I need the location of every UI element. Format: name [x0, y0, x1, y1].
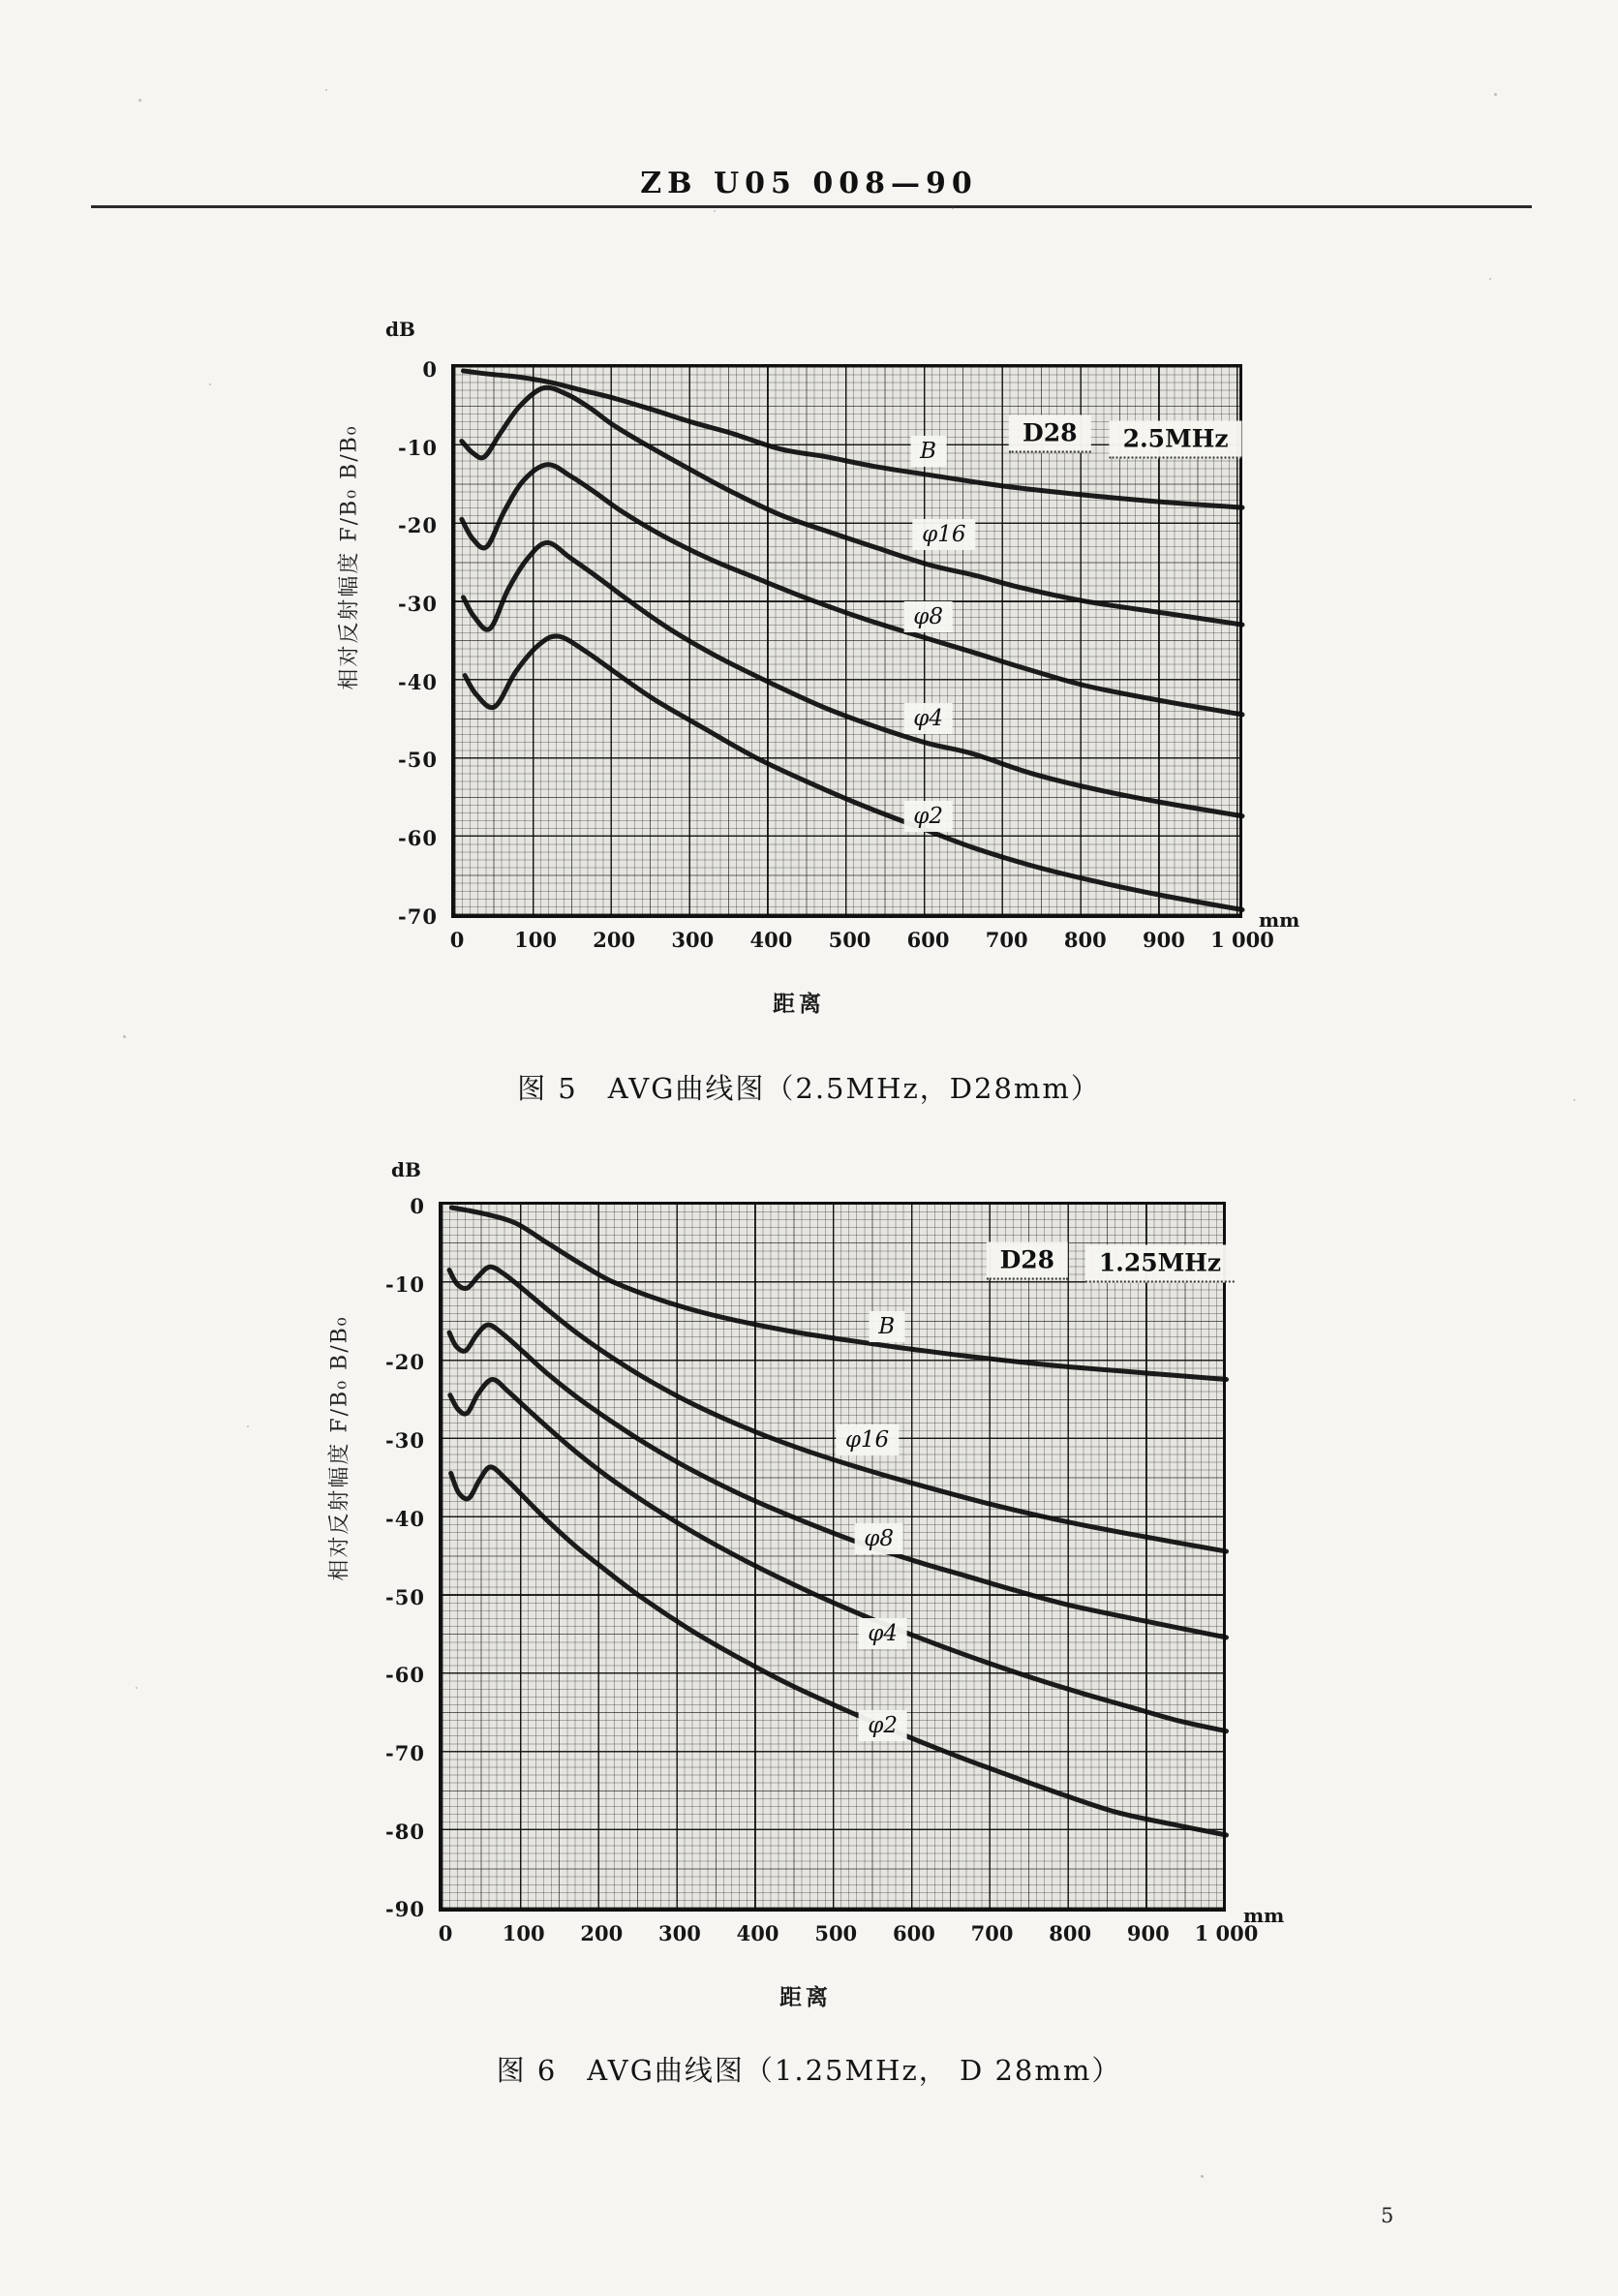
- curve-label-phi2: φ2: [858, 1710, 907, 1741]
- x-tick-label: 200: [580, 1921, 624, 1945]
- y-tick-label: -30: [398, 591, 438, 616]
- x-tick-label: 300: [671, 928, 715, 952]
- curve-label-phi16: φ16: [912, 519, 975, 550]
- scan-speck: [1494, 93, 1497, 96]
- scan-speck: [1201, 2175, 1204, 2178]
- curve-phi16: [449, 1267, 1226, 1551]
- curve-phi8: [462, 465, 1242, 715]
- y-axis-unit-db: dB: [391, 1158, 421, 1181]
- x-tick-label: 500: [814, 1921, 858, 1945]
- x-tick-label: 0: [438, 1921, 453, 1945]
- x-tick-label: 200: [593, 928, 636, 952]
- scan-speck: [714, 210, 716, 212]
- document-header: ZB U05 008—90: [640, 167, 978, 200]
- y-tick-label: -50: [385, 1584, 425, 1609]
- x-tick-label: 600: [906, 928, 950, 952]
- figure-6-caption: 图 6 AVG曲线图（1.25MHz， D 28mm）: [496, 2054, 1122, 2087]
- y-tick-label: -30: [385, 1428, 425, 1454]
- x-axis-title: 距离: [779, 1984, 832, 2010]
- y-tick-label: -20: [385, 1350, 425, 1375]
- x-tick-label: 500: [828, 928, 871, 952]
- x-tick-label: 100: [502, 1921, 545, 1945]
- y-tick-label: -70: [385, 1740, 425, 1765]
- curve-phi2: [465, 636, 1242, 910]
- y-tick-label: -40: [385, 1506, 425, 1531]
- x-tick-label: 900: [1126, 1921, 1170, 1945]
- scan-speck: [1489, 278, 1491, 280]
- x-tick-label: 1 000: [1210, 928, 1274, 952]
- badge-125MHz: 1.25MHz: [1085, 1245, 1235, 1283]
- scan-speck: [136, 1687, 137, 1689]
- x-tick-label: 800: [1063, 928, 1107, 952]
- y-tick-label: -80: [385, 1819, 425, 1844]
- y-tick-label: 0: [422, 357, 438, 382]
- x-axis-unit-mm: mm: [1259, 908, 1300, 932]
- y-axis-unit-db: dB: [385, 318, 415, 341]
- scan-speck: [247, 1425, 249, 1427]
- y-tick-label: -40: [398, 669, 438, 694]
- y-tick-label: -10: [385, 1271, 425, 1297]
- x-tick-label: 400: [749, 928, 793, 952]
- curve-phi2: [451, 1467, 1227, 1835]
- curve-label-phi4: φ4: [858, 1618, 907, 1649]
- curve-label-phi4: φ4: [903, 703, 953, 734]
- x-axis-title: 距离: [773, 991, 825, 1017]
- x-tick-label: 300: [658, 1921, 701, 1945]
- y-tick-label: -70: [398, 903, 438, 929]
- y-axis-title: 相对反射幅度 F/B₀ B/B₀: [327, 1315, 352, 1581]
- scan-speck: [209, 383, 211, 385]
- badge-25MHz: 2.5MHz: [1110, 420, 1242, 458]
- x-tick-label: 100: [514, 928, 558, 952]
- scan-speck: [1573, 1099, 1575, 1101]
- curve-label-phi8: φ8: [854, 1523, 903, 1554]
- x-tick-label: 700: [970, 1921, 1014, 1945]
- figure-5-caption: 图 5 AVG曲线图（2.5MHz，D28mm）: [517, 1072, 1101, 1105]
- badge-D28: D28: [1009, 414, 1090, 452]
- x-tick-label: 700: [985, 928, 1028, 952]
- curve-label-B: B: [869, 1311, 904, 1342]
- curve-label-phi2: φ2: [903, 801, 953, 832]
- y-tick-label: -60: [398, 825, 438, 850]
- x-tick-label: 400: [736, 1921, 779, 1945]
- header-rule: [91, 205, 1532, 208]
- scan-speck: [123, 1035, 126, 1038]
- scan-speck: [138, 99, 141, 102]
- x-tick-label: 600: [892, 1921, 935, 1945]
- x-tick-label: 800: [1049, 1921, 1092, 1945]
- x-axis-unit-mm: mm: [1243, 1904, 1285, 1927]
- scan-speck: [952, 207, 954, 209]
- avg-curves: [439, 1202, 1226, 1912]
- x-tick-label: 900: [1142, 928, 1185, 952]
- badge-D28: D28: [987, 1241, 1068, 1279]
- y-tick-label: -10: [398, 435, 438, 460]
- y-tick-label: -50: [398, 748, 438, 773]
- curve-label-phi16: φ16: [836, 1424, 899, 1455]
- x-tick-label: 1 000: [1194, 1921, 1259, 1945]
- y-tick-label: -60: [385, 1663, 425, 1688]
- x-tick-label: 0: [449, 928, 465, 952]
- page-number: 5: [1381, 2204, 1394, 2227]
- curve-label-B: B: [910, 436, 946, 467]
- curve-label-phi8: φ8: [903, 601, 953, 632]
- y-axis-title: 相对反射幅度 F/B₀ B/B₀: [337, 424, 362, 690]
- curve-phi4: [463, 542, 1242, 815]
- curve-B: [451, 1208, 1226, 1380]
- y-tick-label: 0: [410, 1194, 425, 1218]
- y-tick-label: -20: [398, 513, 438, 538]
- scan-speck: [325, 89, 327, 91]
- y-tick-label: -90: [385, 1897, 425, 1922]
